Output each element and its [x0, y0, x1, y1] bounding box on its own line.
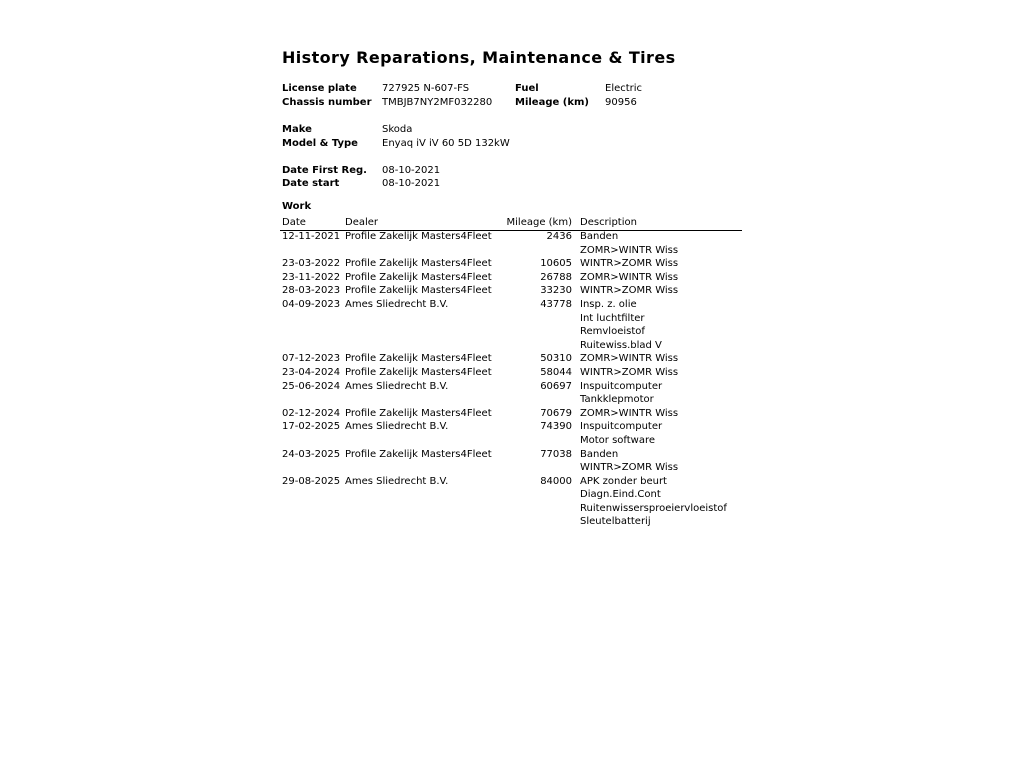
row-date: 04-09-2023	[282, 298, 341, 310]
table-row	[280, 271, 742, 285]
row-date: 29-08-2025	[282, 475, 341, 487]
table-row-line	[280, 352, 742, 366]
table-row-line	[280, 312, 742, 326]
table-row-line	[280, 502, 742, 516]
chassis-number-label: Chassis number	[282, 97, 372, 108]
table-row	[280, 448, 742, 475]
header-dealer: Dealer	[345, 217, 379, 228]
table-row-line	[280, 339, 742, 353]
row-date: 17-02-2025	[282, 421, 341, 433]
table-row-line	[280, 257, 742, 271]
row-mileage: 77038	[540, 448, 572, 460]
row-mileage: 43778	[540, 298, 572, 310]
row-mileage: 70679	[540, 407, 572, 419]
row-description: Tankklepmotor	[580, 394, 654, 406]
table-row-line	[280, 393, 742, 407]
table-row	[280, 257, 742, 271]
row-dealer: Profile Zakelijk Masters4Fleet	[345, 258, 492, 270]
table-row	[280, 230, 742, 257]
license-plate-value: 727925 N-607-FS	[382, 83, 470, 94]
row-dealer: Ames Sliedrecht B.V.	[345, 298, 449, 310]
mileage-value: 90956	[605, 97, 637, 108]
make-value: Skoda	[382, 124, 413, 135]
table-row-line	[280, 366, 742, 380]
header-date: Date	[282, 217, 306, 228]
date-start-label: Date start	[282, 178, 340, 189]
model-type-value: Enyaq iV iV 60 5D 132kW	[382, 138, 510, 149]
row-mileage: 2436	[546, 231, 572, 242]
row-date: 12-11-2021	[282, 231, 341, 242]
fuel-label: Fuel	[515, 83, 539, 94]
row-dealer: Profile Zakelijk Masters4Fleet	[345, 231, 492, 242]
table-row-line	[280, 475, 742, 489]
row-description: Sleutelbatterij	[580, 516, 651, 528]
mileage-label: Mileage (km)	[515, 97, 589, 108]
row-dealer: Ames Sliedrecht B.V.	[345, 421, 449, 433]
row-description: Insp. z. olie	[580, 298, 637, 310]
table-row-line	[280, 298, 742, 312]
row-description: APK zonder beurt	[580, 475, 667, 487]
table-row	[280, 284, 742, 298]
table-row	[280, 420, 742, 447]
table-row	[280, 380, 742, 407]
row-description: WINTR>ZOMR Wiss	[580, 258, 679, 270]
row-date: 25-06-2024	[282, 380, 341, 392]
table-row	[280, 407, 742, 421]
row-mileage: 10605	[540, 258, 572, 270]
page-title: History Reparations, Maintenance & Tires	[282, 48, 676, 67]
row-date: 23-03-2022	[282, 258, 341, 270]
row-date: 02-12-2024	[282, 407, 341, 419]
row-description: Inspuitcomputer	[580, 421, 663, 433]
table-row-line	[280, 325, 742, 339]
row-dealer: Ames Sliedrecht B.V.	[345, 380, 449, 392]
row-mileage: 33230	[540, 285, 572, 297]
table-row-line	[280, 461, 742, 475]
fuel-value: Electric	[605, 83, 643, 94]
row-description: ZOMR>WINTR Wiss	[580, 271, 679, 283]
license-plate-label: License plate	[282, 83, 357, 94]
row-description: Motor software	[580, 434, 656, 446]
row-date: 23-04-2024	[282, 366, 341, 378]
row-dealer: Profile Zakelijk Masters4Fleet	[345, 285, 492, 297]
chassis-number-value: TMBJB7NY2MF032280	[382, 97, 493, 108]
table-row-line	[280, 420, 742, 434]
make-label: Make	[282, 124, 312, 135]
report-page	[282, 0, 1024, 768]
work-table-body	[280, 230, 742, 529]
table-row-line	[280, 434, 742, 448]
row-description: Ruitewiss.blad V	[580, 339, 662, 351]
table-row-line	[280, 230, 742, 244]
model-type-label: Model & Type	[282, 138, 358, 149]
row-date: 23-11-2022	[282, 271, 341, 283]
table-row-line	[280, 515, 742, 529]
row-date: 28-03-2023	[282, 285, 341, 297]
row-dealer: Profile Zakelijk Masters4Fleet	[345, 271, 492, 283]
work-section-title: Work	[282, 201, 312, 212]
table-row-line	[280, 244, 742, 258]
first-reg-label: Date First Reg.	[282, 165, 367, 176]
table-row-line	[280, 488, 742, 502]
table-row-line	[280, 271, 742, 285]
row-date: 07-12-2023	[282, 353, 341, 365]
row-description: WINTR>ZOMR Wiss	[580, 366, 679, 378]
row-description: WINTR>ZOMR Wiss	[580, 285, 679, 297]
table-row	[280, 352, 742, 366]
row-description: WINTR>ZOMR Wiss	[580, 462, 679, 474]
row-description: Inspuitcomputer	[580, 380, 663, 392]
row-description: ZOMR>WINTR Wiss	[580, 244, 679, 256]
date-start-value: 08-10-2021	[382, 178, 441, 189]
row-mileage: 26788	[540, 271, 572, 283]
table-row-line	[280, 448, 742, 462]
first-reg-value: 08-10-2021	[382, 165, 441, 176]
row-dealer: Profile Zakelijk Masters4Fleet	[345, 448, 492, 460]
row-mileage: 74390	[540, 421, 572, 433]
row-dealer: Profile Zakelijk Masters4Fleet	[345, 407, 492, 419]
row-dealer: Ames Sliedrecht B.V.	[345, 475, 449, 487]
work-table-header	[280, 216, 742, 231]
row-description: Diagn.Eind.Cont	[580, 489, 661, 501]
row-description: Int luchtfilter	[580, 312, 645, 324]
row-mileage: 50310	[540, 353, 572, 365]
header-mileage: Mileage (km)	[506, 217, 572, 228]
table-row-line	[280, 284, 742, 298]
row-description: Banden	[580, 231, 619, 242]
table-row	[280, 475, 742, 529]
table-row	[280, 298, 742, 352]
header-description: Description	[580, 217, 637, 228]
row-description: Banden	[580, 448, 619, 460]
row-description: Ruitenwissersproeiervloeistof	[580, 502, 727, 514]
table-row-line	[280, 407, 742, 421]
row-mileage: 84000	[540, 475, 572, 487]
row-description: ZOMR>WINTR Wiss	[580, 353, 679, 365]
row-mileage: 58044	[540, 366, 572, 378]
row-dealer: Profile Zakelijk Masters4Fleet	[345, 366, 492, 378]
row-date: 24-03-2025	[282, 448, 341, 460]
row-dealer: Profile Zakelijk Masters4Fleet	[345, 353, 492, 365]
row-mileage: 60697	[540, 380, 572, 392]
table-row	[280, 366, 742, 380]
table-row-line	[280, 380, 742, 394]
row-description: Remvloeistof	[580, 326, 645, 338]
row-description: ZOMR>WINTR Wiss	[580, 407, 679, 419]
